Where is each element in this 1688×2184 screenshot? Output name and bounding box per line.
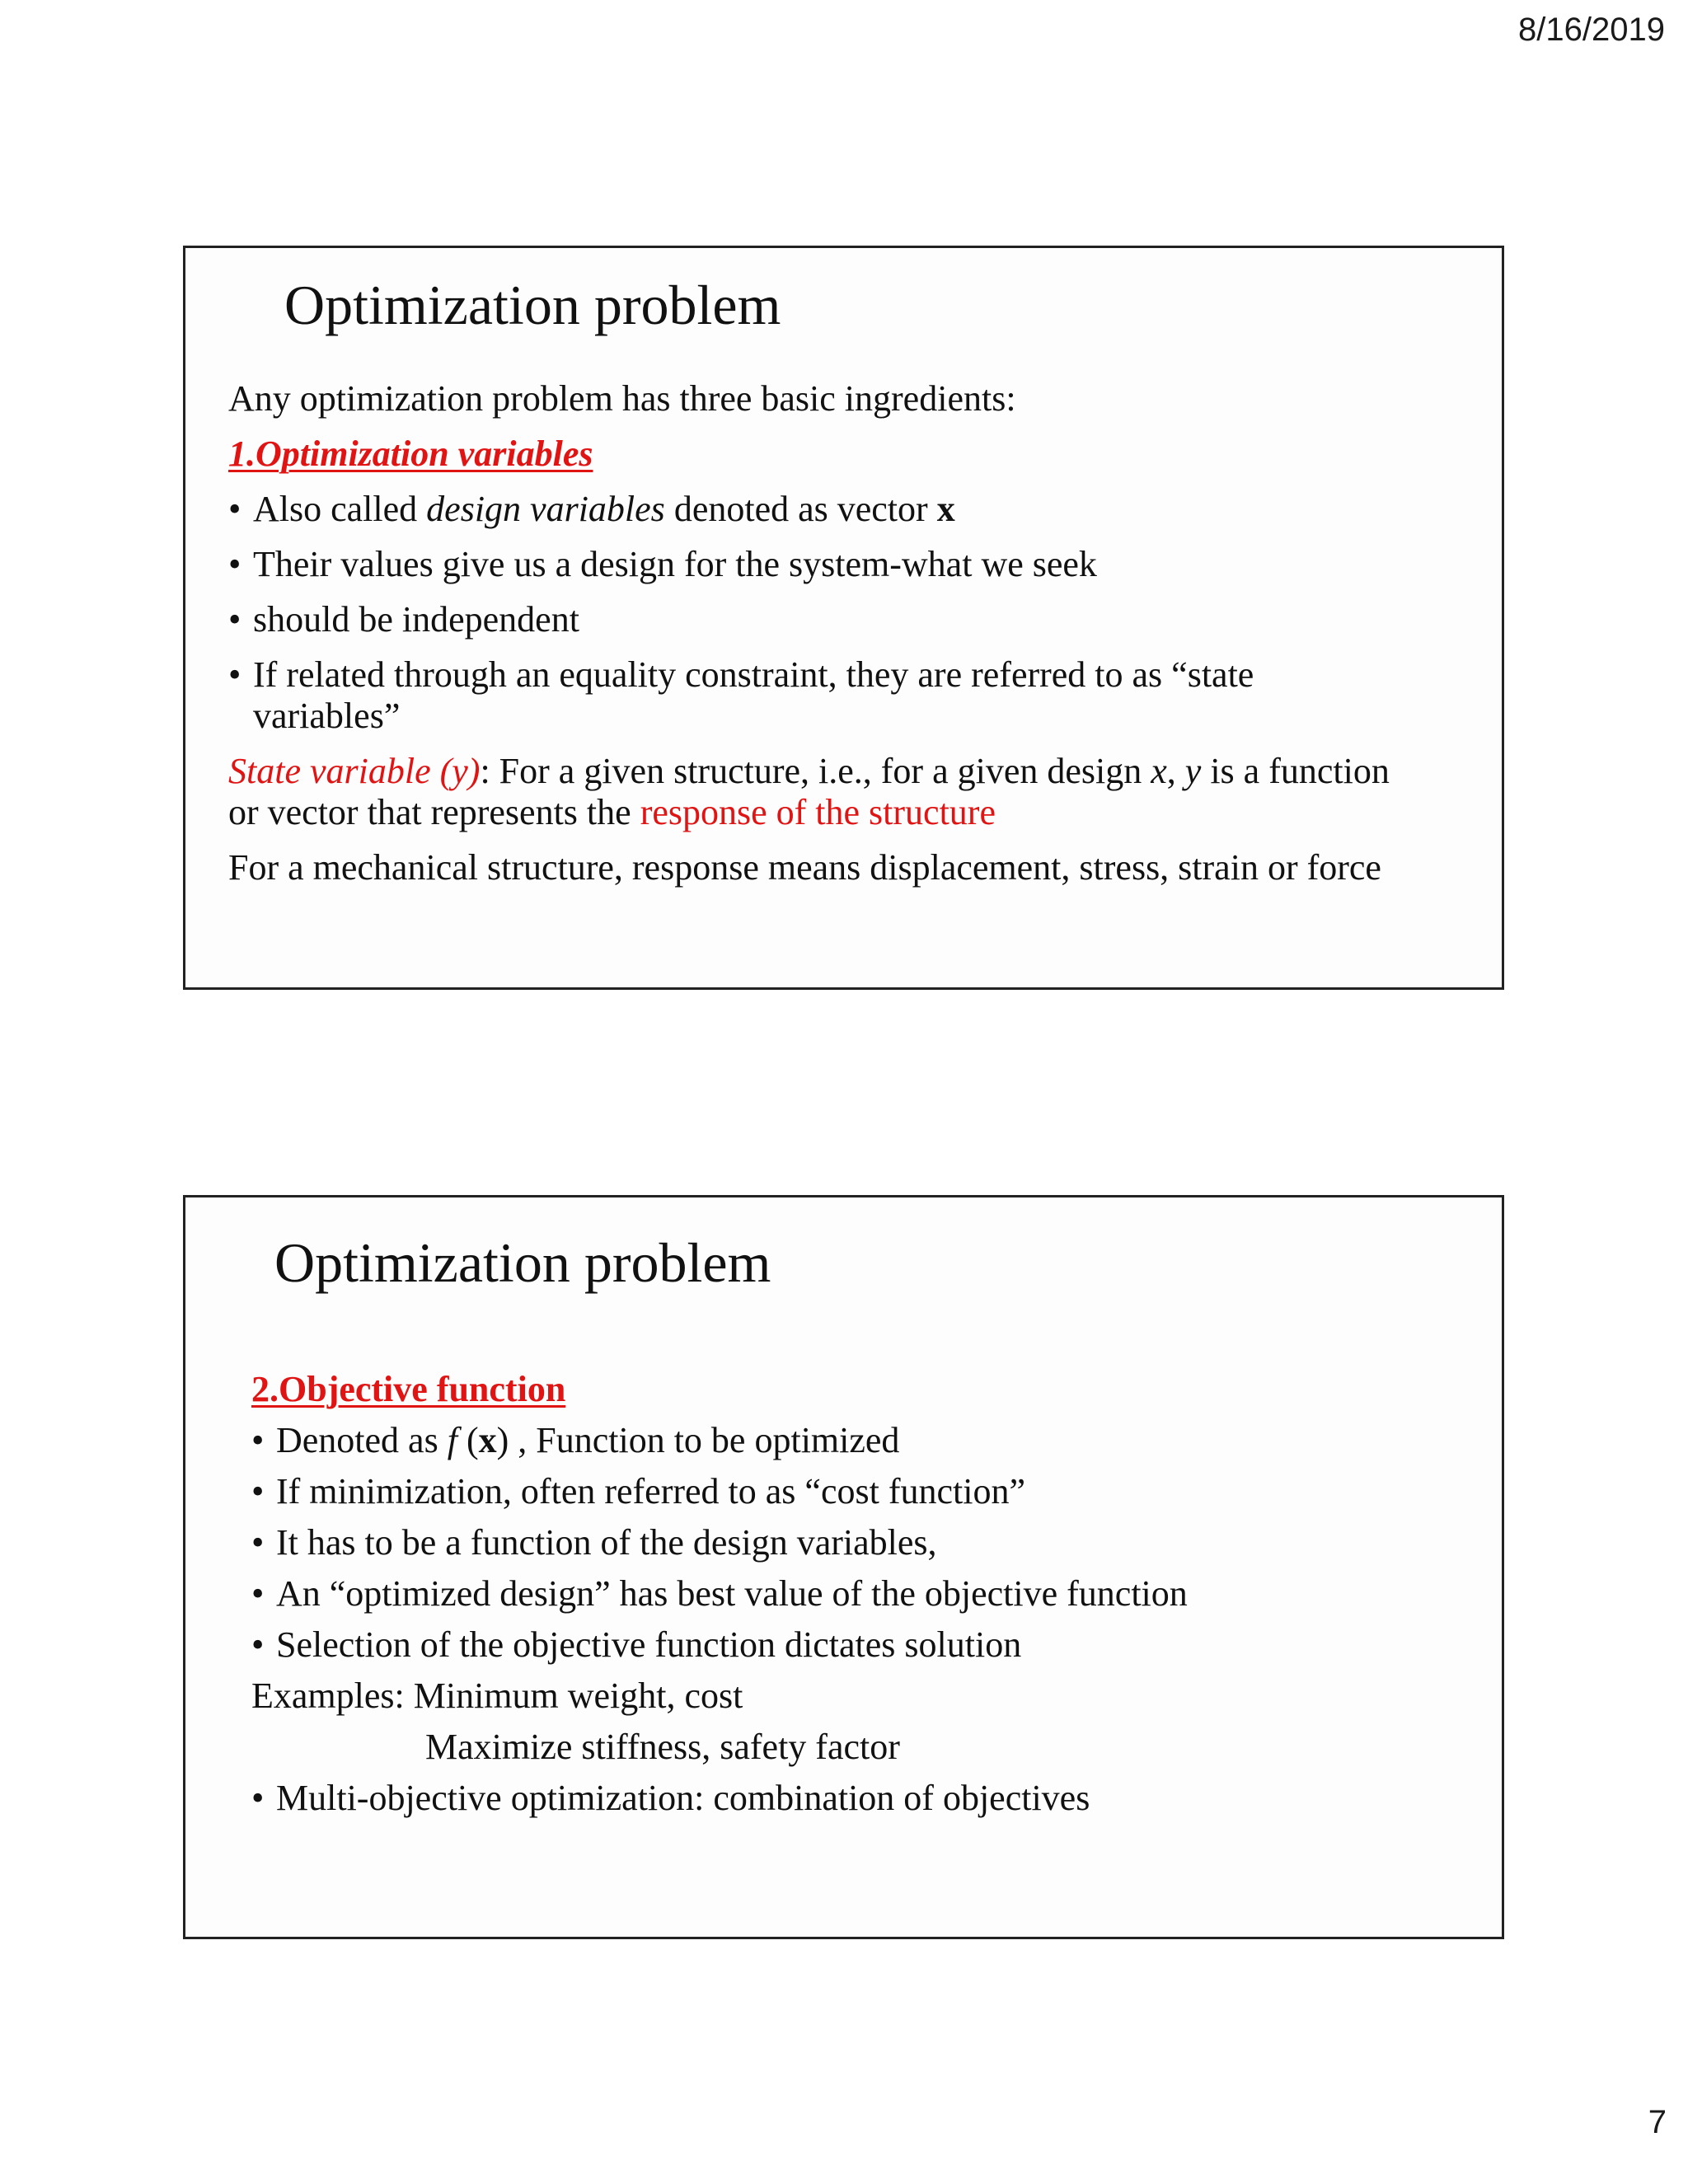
definition-text: : For a given structure, i.e., for a given design — [480, 751, 1151, 791]
definition-text: , — [1166, 751, 1185, 791]
bullet-icon: • — [228, 489, 241, 529]
examples-label: Examples: — [251, 1675, 414, 1716]
bullet-text: should be independent — [253, 599, 579, 640]
definition-text: is a function — [1201, 751, 1390, 791]
bullet-item — [228, 544, 1097, 585]
bullet-icon: • — [251, 1471, 265, 1511]
bullet-text: Also called — [253, 489, 427, 529]
bullet-text: Selection of the objective function dictates solution — [276, 1624, 1022, 1665]
bullet-item — [228, 599, 579, 640]
function-symbol: f — [447, 1420, 457, 1460]
bullet-text: ) , Function to be optimized — [496, 1420, 900, 1460]
slide-title: Optimization problem — [284, 274, 781, 336]
emphasis-text: design variables — [426, 489, 665, 529]
bullet-item — [251, 1778, 1090, 1819]
bullet-item — [251, 1420, 899, 1461]
state-variable-term: State variable (y) — [228, 751, 481, 791]
bullet-icon: • — [251, 1778, 265, 1818]
vector-symbol: x — [936, 489, 955, 529]
bullet-text: If related through an equality constraint, they are referred to as “state — [253, 654, 1254, 695]
state-symbol: y — [1184, 751, 1202, 791]
bullet-continuation: variables” — [253, 696, 401, 736]
bullet-icon: • — [228, 544, 241, 584]
mechanical-structure-note: For a mechanical structure, response means displacement, stress, strain or force — [228, 847, 1381, 888]
bullet-text: denoted as vector — [664, 489, 937, 529]
bullet-item — [251, 1471, 1025, 1512]
bullet-text: Their values give us a design for the system-what we seek — [253, 544, 1097, 584]
bullet-text: It has to be a function of the design variables, — [276, 1522, 937, 1563]
bullet-icon: • — [251, 1624, 265, 1665]
bullet-item — [251, 1573, 1188, 1615]
bullet-icon: • — [251, 1573, 265, 1614]
state-variable-definition-cont — [228, 792, 996, 833]
bullet-icon: • — [251, 1420, 265, 1460]
examples-line — [251, 1675, 743, 1717]
bullet-text: An “optimized design” has best value of the objective function — [276, 1573, 1188, 1614]
section-heading: 1.Optimization variables — [228, 434, 593, 474]
definition-text: or vector that represents the — [228, 792, 640, 832]
bullet-item — [251, 1522, 937, 1563]
bullet-icon: • — [251, 1522, 265, 1563]
vector-symbol: x — [478, 1420, 497, 1460]
page-number: 7 — [1648, 2104, 1667, 2140]
state-variable-definition — [228, 751, 1390, 792]
slide-objective-function — [183, 1195, 1504, 1939]
bullet-text: Denoted as — [276, 1420, 448, 1460]
examples-line: Maximize stiffness, safety factor — [425, 1727, 900, 1767]
bullet-item — [251, 1624, 1021, 1666]
page-date: 8/16/2019 — [1518, 12, 1665, 48]
bullet-item — [228, 489, 955, 530]
slide-optimization-variables — [183, 246, 1504, 990]
bullet-item — [228, 654, 1254, 696]
bullet-icon: • — [228, 654, 241, 695]
bullet-text: ( — [457, 1420, 479, 1460]
section-heading: 2.Objective function — [251, 1369, 566, 1409]
examples-text: Minimum weight, cost — [413, 1675, 743, 1716]
intro-text: Any optimization problem has three basic ingredients: — [228, 378, 1016, 419]
bullet-text: If minimization, often referred to as “cost function” — [276, 1471, 1025, 1511]
bullet-icon: • — [228, 599, 241, 640]
response-highlight: response of the structure — [640, 792, 996, 832]
design-symbol: x — [1151, 751, 1167, 791]
bullet-text: Multi-objective optimization: combination of objectives — [276, 1778, 1090, 1818]
slide-title: Optimization problem — [274, 1231, 771, 1294]
